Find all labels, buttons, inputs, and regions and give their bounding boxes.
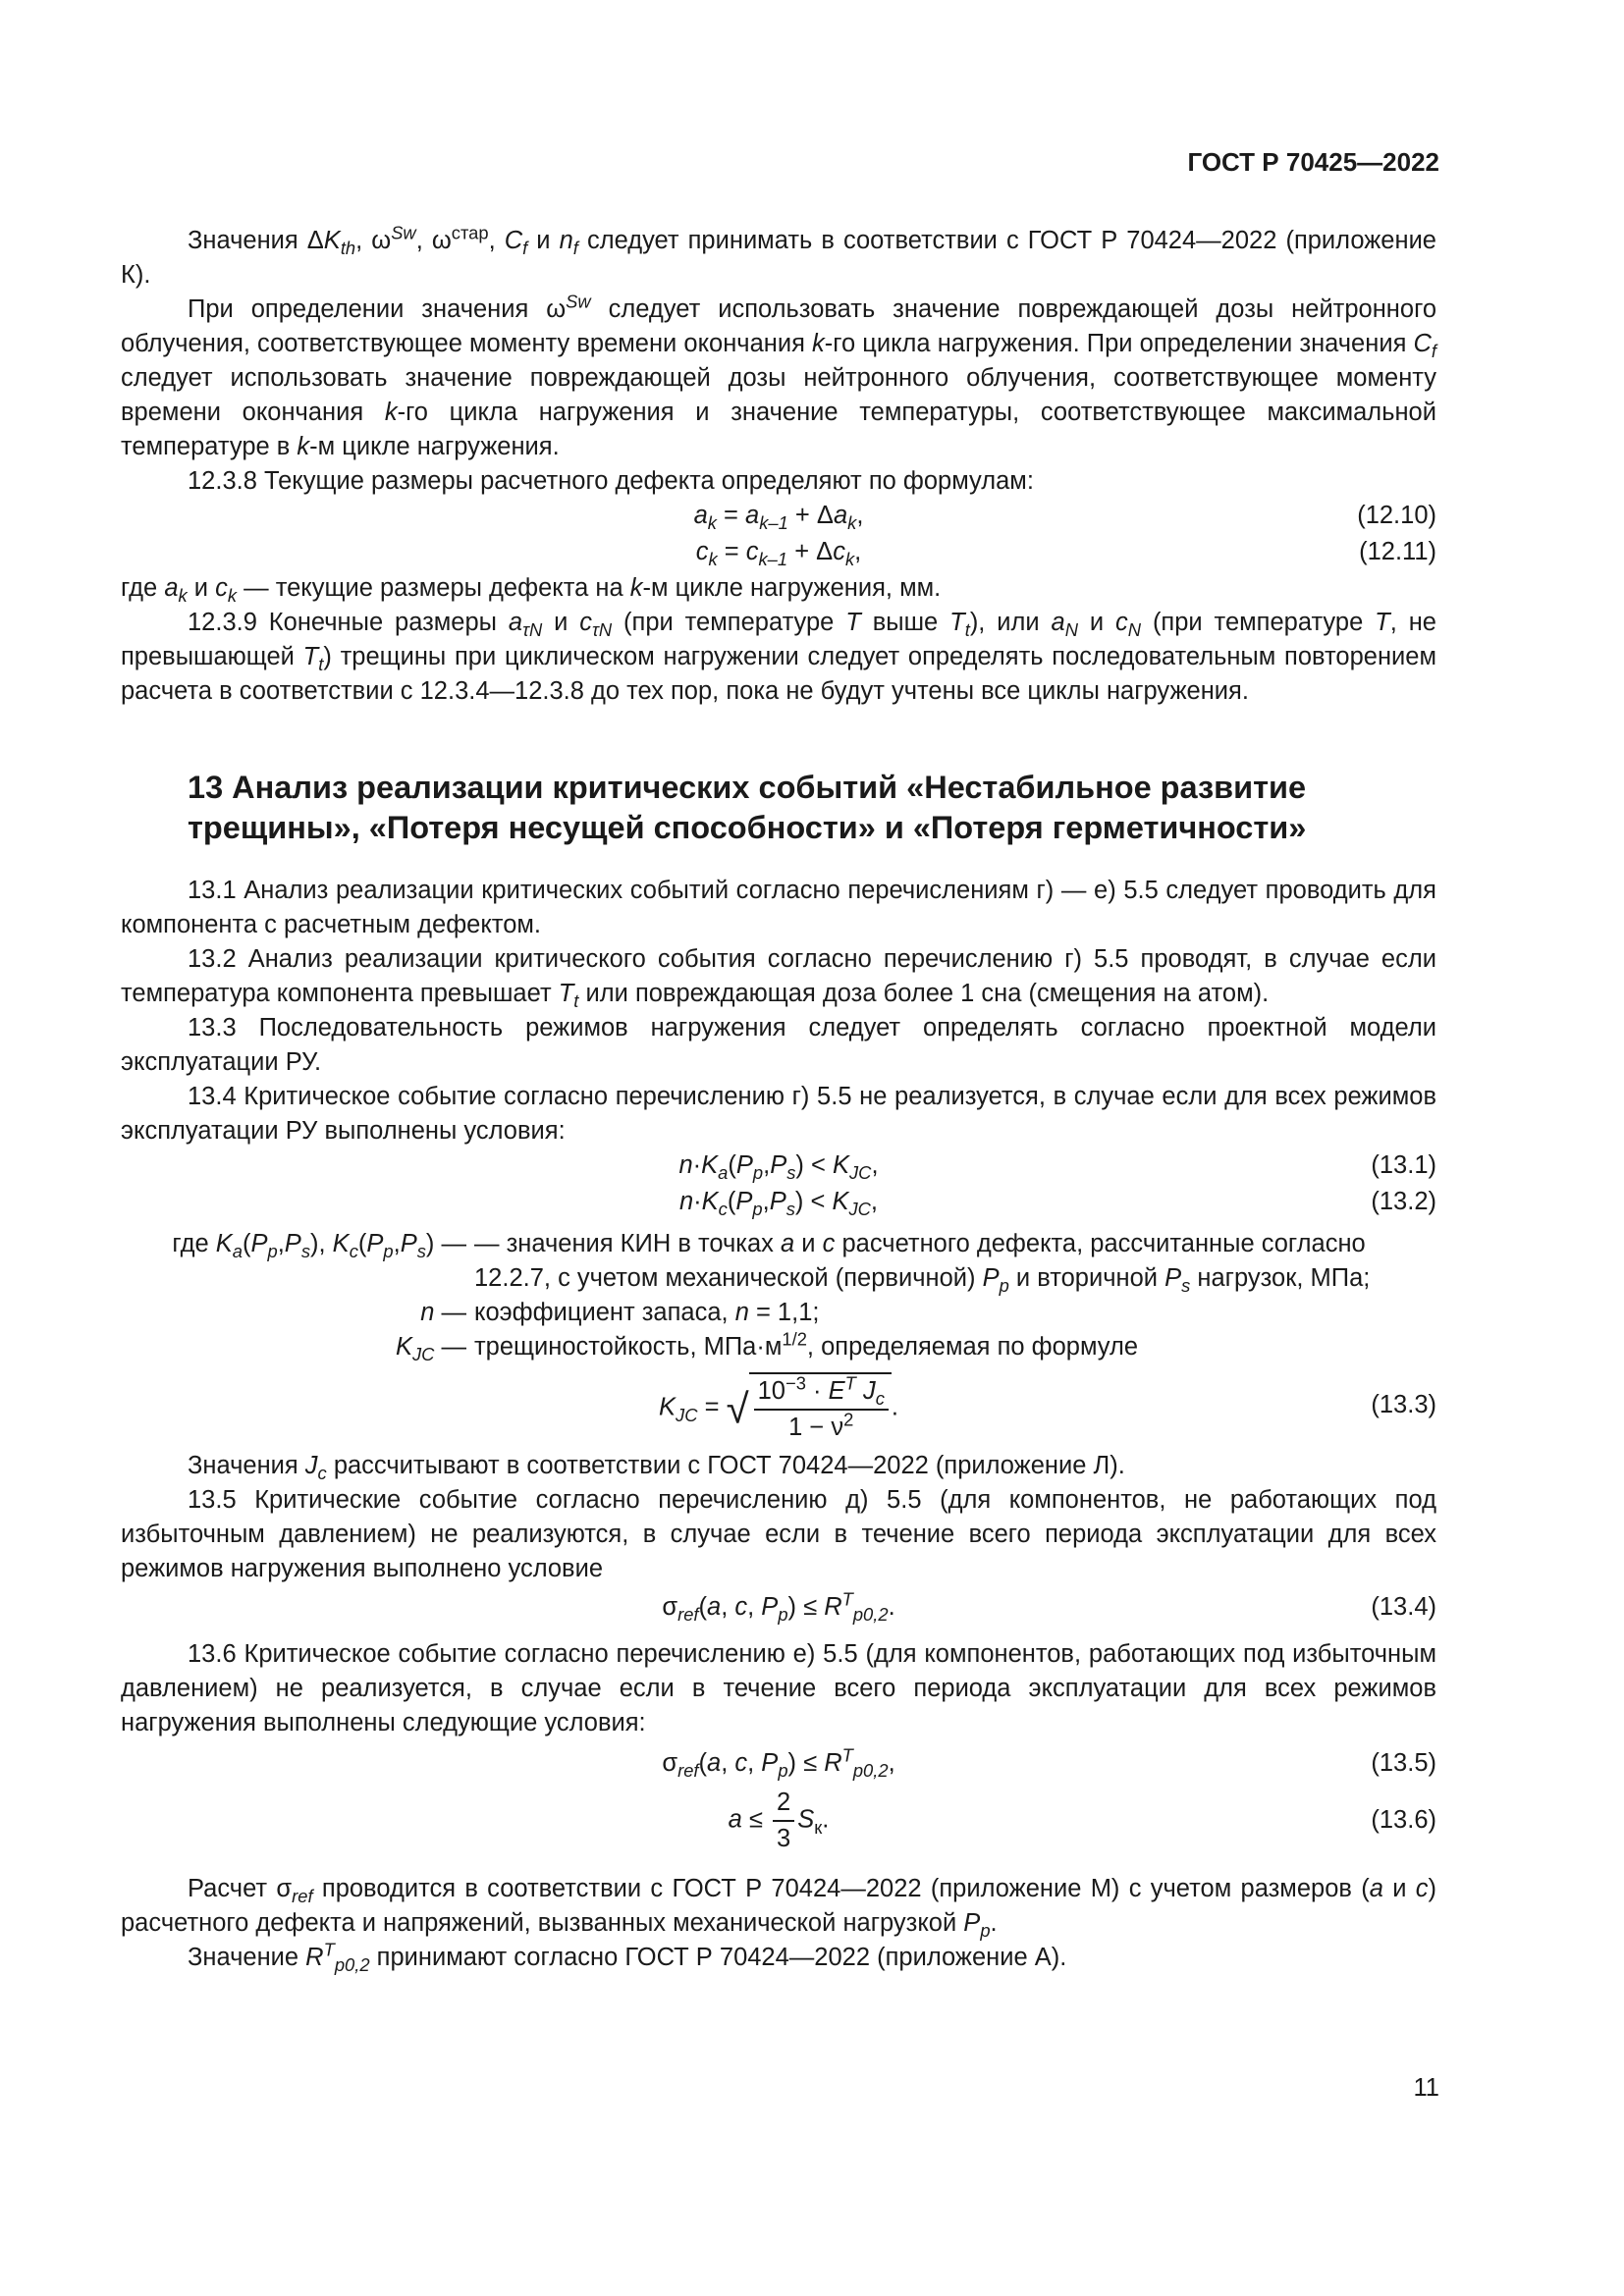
formula-13-1: $n\cdot K_a(P_p,P_s) < K_{JC}$, (13.1) (121, 1148, 1436, 1185)
document-header: ГОСТ Р 70425—2022 (1187, 147, 1439, 177)
formula-13-3: $K_{JC}$ = √ $\frac{10^{-3} \cdot E^T J_c}{1 - \nu^2}$ . (13.3) (121, 1364, 1436, 1449)
paragraph-13-6: 13.6 Критическое событие согласно перечислению е) 5.5 (для компонентов, работающих под избыточным давлением) не реализуется, в случае если в течение всего периода эксплуатации для всех режимов нагружения выполнены следующие условия: (121, 1640, 1436, 1736)
paragraph-12-3-8: 12.3.8 Текущие размеры расчетного дефекта определяют по формулам: (188, 467, 1034, 495)
where-def-n: коэффициент запаса, n = 1,1; (474, 1299, 820, 1326)
formula-13-6: a ≤ $\frac{2}{3}$ $S_к$. (13.6) (121, 1786, 1436, 1858)
page-number: 11 (1413, 2074, 1439, 2102)
paragraph-13-5: 13.5 Критические событие согласно перечислению д) 5.5 (для компонентов, не работающих под избыточным давлением) не реализуются, в случае если в течение всего периода эксплуатации для всех режимов нагружения выполнено условие (121, 1486, 1436, 1582)
section-13-heading: 13 Анализ реализации критических событий «Нестабильное развитие трещины», «Потеря несущей способности» и «Потеря герметичности» (188, 770, 1307, 845)
where-term-n: n — (420, 1299, 466, 1326)
fraction-kjc: $\frac{10^{-3} \cdot E^T J_c}{1 - \nu^2}$ (754, 1374, 889, 1445)
where-def-kjc: трещиностойкость, $МПа\cdot м^{1/2}$, определяемая по формуле (474, 1328, 1139, 1361)
paragraph-13-1: 13.1 Анализ реализации критических событий согласно перечислениям г) — е) 5.5 следует проводить для компонента с расчетным дефектом. (121, 877, 1436, 938)
paragraph-sigma-ref: Расчет $\sigma_{ref}$ проводится в соответствии с ГОСТ Р 70424—2022 (приложение М) с учетом размеров (a и c) расчетного дефекта и напряжений, вызванных механической нагрузкой $P_p$. (121, 1875, 1436, 1942)
formula-number: (13.5) (1371, 1749, 1436, 1777)
formula-number: (13.1) (1371, 1151, 1436, 1179)
fraction-two-thirds: $\frac{2}{3}$ (773, 1786, 794, 1856)
paragraph-r-value: Значение $R^T_{p0,2}$ принимают согласно ГОСТ Р 70424—2022 (приложение А). (188, 1939, 1067, 1976)
paragraph-13-2: 13.2 Анализ реализации критического события согласно перечислению г) 5.5 проводят, в случае если температура компонента превышает $T_t$ или повреждающая доза более 1 сна (смещения на атом). (121, 945, 1436, 1012)
paragraph-13-3: 13.3 Последовательность режимов нагружения следует определять согласно проектной модели эксплуатации РУ. (121, 1014, 1436, 1076)
paragraph-13-4: 13.4 Критическое событие согласно перечислению г) 5.5 не реализуется, в случае если для всех режимов эксплуатации РУ выполнены условия: (121, 1083, 1436, 1145)
where-def-kin: — значения КИН в точках a и c расчетного дефекта, рассчитанные согласно 12.2.7, с учетом механической (первичной) $P_p$ и вторичной $P_s$ нагрузок, МПа; (474, 1230, 1371, 1297)
where-term-kjc: $K_{JC}$ — (395, 1333, 466, 1365)
formula-13-2: $n\cdot K_c(P_p,P_s) < K_{JC}$, (13.2) (121, 1185, 1436, 1221)
formula-number: (13.4) (1371, 1593, 1436, 1621)
paragraph-where-ak-ck: где $a_k$ и $c_k$ — текущие размеры дефекта на k-м цикле нагружения, мм. (121, 574, 942, 607)
paragraph-omega: При определении значения $\omega^{Sw}$ следует использовать значение повреждающей дозы нейтронного облучения, соответствующее моменту времени окончания k-го цикла нагружения. При определении значения $C_f$ следует использовать значение повреждающей дозы нейтронного облучения, соответствующее моменту времени окончания k-го цикла нагружения и значение температуры, соответствующее максимальной температуре в k-м цикле нагружения. (121, 291, 1437, 460)
formula-number: (13.3) (1371, 1391, 1436, 1418)
paragraph-jc: Значения $J_c$ рассчитывают в соответствии с ГОСТ 70424—2022 (приложение Л). (188, 1452, 1125, 1484)
paragraph-12-3-9: 12.3.9 Конечные размеры $a_{\tau N}$ и $c_{\tau N}$ (при температуре T выше $T_t$), или $a_N$ и $c_N$ (при температуре T, не превышающей $T_t$) трещины при циклическом нагружении следует определять последовательным повторением расчета в соответствии с 12.3.4—12.3.8 до тех пор, пока не будут учтены все циклы нагружения. (121, 609, 1436, 705)
formula-13-5: $\sigma_{ref}(a$, c, $P_p) \le R^T_{p0,2}$, (13.5) (662, 1744, 1436, 1782)
where-block (121, 1227, 1436, 1364)
formula-number: (13.6) (1371, 1806, 1436, 1834)
formula-12-10: $a_k = a_{k-1} + \Delta a_k$, (12.10) (121, 499, 1436, 535)
formula-12-11: $c_k = c_{k-1} + \Delta c_k$, (12.11) (121, 535, 1436, 571)
formula-number: (13.2) (1371, 1188, 1436, 1215)
formula-number: (12.11) (1359, 538, 1436, 565)
formula-13-4: $\sigma_{ref}(a$, c, $P_p) \le R^T_{p0,2}$. (13.4) (662, 1588, 1436, 1626)
document-body (121, 224, 1436, 1975)
formula-number: (12.10) (1357, 502, 1436, 529)
paragraph-values: Значения $\Delta K_{th}$, $\omega^{Sw}$, $\omega^{стар}$, $C_f$ и $n_f$ следует принимать в соответствии с ГОСТ Р 70424—2022 (приложение К). (121, 222, 1436, 289)
where-term-kin: где $K_a(P_p,P_s)$, $K_c(P_p,P_s)$ — (172, 1230, 466, 1262)
